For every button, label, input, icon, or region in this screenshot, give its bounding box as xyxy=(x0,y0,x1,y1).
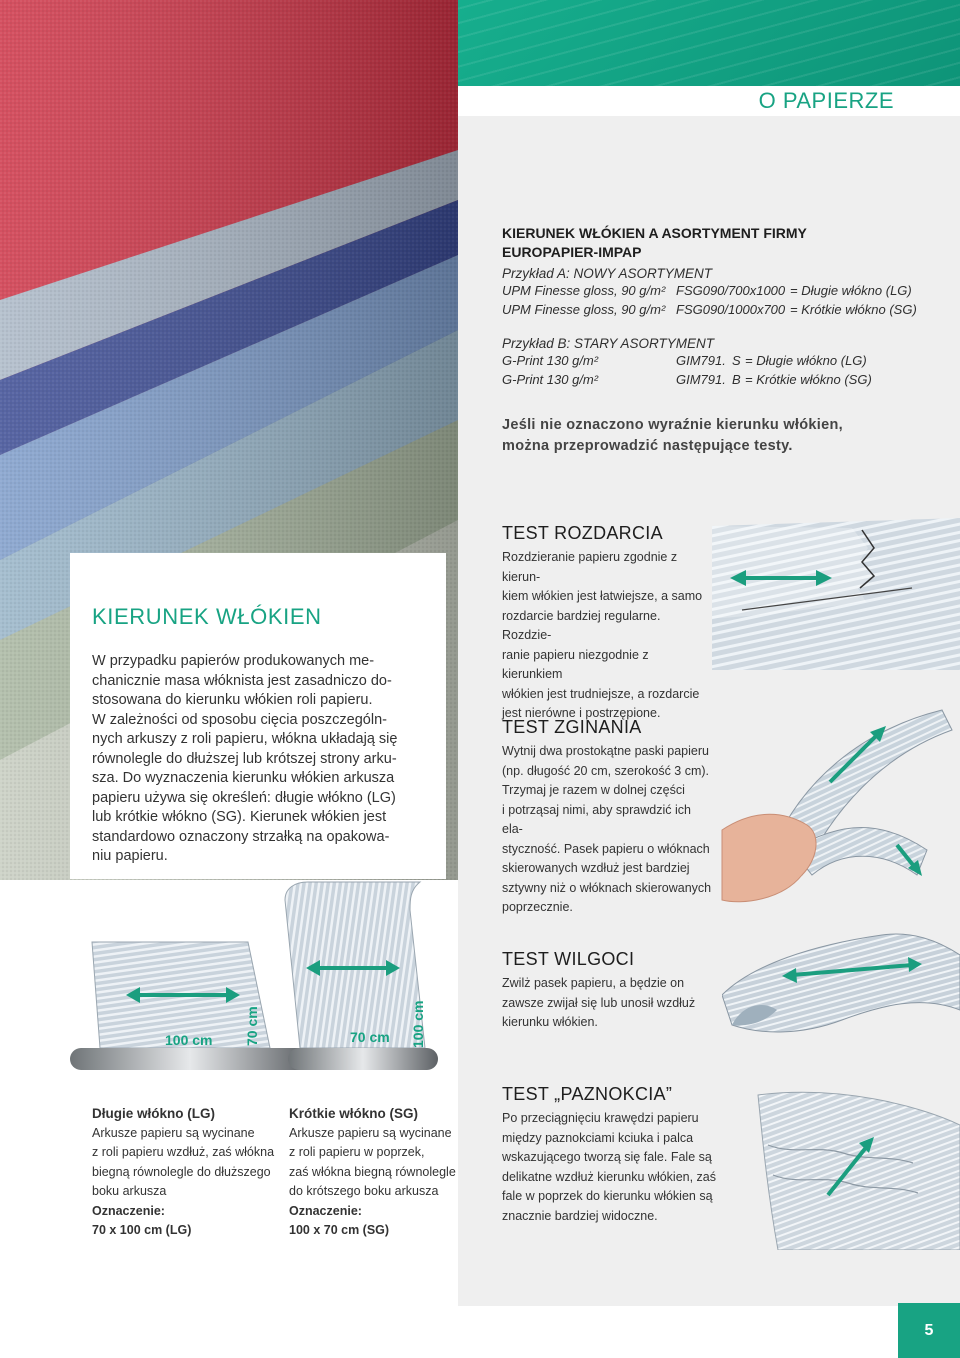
grain-card-line: równolegle do dłuższej lub krótszej strony arku- xyxy=(92,750,397,767)
assortment-heading: EUROPAPIER-IMPAP xyxy=(502,244,642,260)
moisture-test-illustration xyxy=(722,925,960,1040)
fold-test-line: skierowanych wzdłuż jest bardziej xyxy=(502,861,690,875)
moisture-test-line: Zwilż pasek papieru, a będzie on xyxy=(502,976,685,990)
fold-test-line: Wytnij dwa prostokątne paski papieru xyxy=(502,744,709,758)
assortment-heading: KIERUNEK WŁÓKIEN A ASORTYMENT FIRMY xyxy=(502,225,807,241)
fold-test-line: styczność. Pasek papieru o włóknach xyxy=(502,841,710,856)
tear-test xyxy=(502,523,712,724)
tear-test-line: ranie papieru niezgodnie z kierunkiem xyxy=(502,647,649,681)
product-code: FSG090/1000x700 xyxy=(676,302,786,317)
long-grain-line: Arkusze papieru są wycinane xyxy=(92,1125,255,1140)
nail-test-line: Po przeciągnięciu krawędzi papieru xyxy=(502,1111,699,1125)
product-code: GIM791. xyxy=(676,353,726,368)
code-suffix: B xyxy=(732,372,741,387)
nail-test-line: znacznie bardziej widoczne. xyxy=(502,1208,658,1223)
long-grain-mark-value: 70 x 100 cm (LG) xyxy=(92,1223,192,1237)
grain-card-line: stosowana do kierunku włókien roli papieru. xyxy=(92,692,373,708)
grain-meaning: = Krótkie włókno (SG) xyxy=(790,302,917,317)
long-grain-line: biegną równolegle do dłuższego xyxy=(92,1164,271,1179)
grain-card-line: W przypadku papierów produkowanych me- xyxy=(92,653,375,669)
grain-card-line: nych arkuszy z roli papieru, włókna układają się xyxy=(92,731,398,747)
grain-card-line: niu papieru. xyxy=(92,848,168,864)
grain-card-line: standardowo oznaczony strzałką na opakowa- xyxy=(92,828,390,845)
tear-test-line: jest nierówne i postrzępione. xyxy=(502,706,661,720)
long-grain-mark-label: Oznaczenie: xyxy=(92,1203,165,1218)
long-grain-line: z roli papieru wzdłuż, zaś włókna xyxy=(92,1145,275,1159)
example-b-label: Przykład B: STARY ASORTYMENT xyxy=(502,336,715,351)
short-grain-title: Krótkie włókno (SG) xyxy=(289,1106,419,1121)
left-roll xyxy=(70,1048,310,1070)
product-code: FSG090/700x1000 xyxy=(676,283,786,298)
grain-card-line: W zależności od sposobu cięcia poszczególn- xyxy=(92,711,387,728)
page-number: 5 xyxy=(898,1303,960,1358)
nail-test-line: fale w poprzek do kierunku włókien są xyxy=(502,1189,713,1203)
tear-test-illustration xyxy=(712,518,960,670)
assortment-section xyxy=(502,224,922,457)
nail-test-line: wskazującego tworzą się fale. Fale są xyxy=(502,1150,712,1164)
example-a-row xyxy=(502,302,922,321)
grain-card-line: lub krótkie włókno (SG). Kierunek włókien jest xyxy=(92,809,387,825)
product-code: GIM791. xyxy=(676,372,726,387)
short-grain-mark-value: 100 x 70 cm (SG) xyxy=(289,1223,390,1237)
hand-icon xyxy=(722,814,816,901)
short-grain-caption xyxy=(289,1104,459,1241)
long-grain-caption xyxy=(92,1104,282,1241)
grain-card-body xyxy=(92,652,424,867)
example-a-row xyxy=(502,283,922,302)
test-note xyxy=(502,415,922,457)
short-grain-mark-label: Oznaczenie: xyxy=(289,1203,362,1218)
grain-meaning: = Krótkie włókno (SG) xyxy=(745,372,872,387)
left-roll-width-label: 100 cm xyxy=(165,1032,213,1048)
product-name: UPM Finesse gloss, 90 g/m² xyxy=(502,283,666,298)
page-title: O PAPIERZE xyxy=(758,88,894,113)
grain-card-line: chanicznie masa włóknista jest zasadniczo do- xyxy=(92,672,392,689)
short-grain-line: zaś włókna biegną równolegle xyxy=(289,1164,456,1179)
fold-test xyxy=(502,717,712,918)
example-a-label: Przykład A: NOWY ASORTYMENT xyxy=(502,266,713,281)
moisture-test xyxy=(502,949,712,1033)
example-b-row xyxy=(502,353,922,372)
moisture-test-line: zawsze zwijał się lub unosił wzdłuż xyxy=(502,995,696,1010)
tear-test-line: Rozdzieranie papieru zgodnie z kierun- xyxy=(502,550,678,584)
short-grain-line: z roli papieru w poprzek, xyxy=(289,1145,425,1159)
long-grain-title: Długie włókno (LG) xyxy=(92,1106,215,1121)
test-note-line: Jeśli nie oznaczono wyraźnie kierunku włókien, xyxy=(502,417,843,433)
product-name: UPM Finesse gloss, 90 g/m² xyxy=(502,302,666,317)
product-name: G-Print 130 g/m² xyxy=(502,372,599,387)
moisture-test-title: TEST WILGOCI xyxy=(502,949,635,969)
nail-test-title: TEST „PAZNOKCIA” xyxy=(502,1084,673,1104)
short-grain-line: do krótszego boku arkusza xyxy=(289,1184,439,1198)
fold-test-line: i potrząsaj nimi, aby sprawdzić ich ela- xyxy=(502,802,691,836)
grain-meaning: = Długie włókno (LG) xyxy=(790,283,912,298)
grain-card-line: sza. Do wyznaczenia kierunku włókien arkusza xyxy=(92,770,395,786)
right-roll xyxy=(288,1048,438,1070)
left-roll-height-label: 70 cm xyxy=(244,1006,260,1046)
moisture-test-line: kierunku włókien. xyxy=(502,1015,598,1029)
grain-card-line: papieru używa się określeń: długie włókno (LG) xyxy=(92,789,396,806)
tear-test-line: włókien jest trudniejsze, a rozdarcie xyxy=(502,686,700,701)
fold-test-line: (np. długość 20 cm, szerokość 3 cm). xyxy=(502,763,710,778)
code-suffix: S xyxy=(732,353,741,368)
nail-test-line: delikatne wzdłuż kierunku włókien, zaś xyxy=(502,1169,716,1184)
nail-test-line: między paznokciami kciuka i palca xyxy=(502,1130,694,1145)
short-grain-line: Arkusze papieru są wycinane xyxy=(289,1125,452,1140)
tear-test-line: kiem włókien jest łatwiejsze, a samo xyxy=(502,589,703,603)
tear-test-title: TEST ROZDARCIA xyxy=(502,523,663,543)
long-grain-line: boku arkusza xyxy=(92,1184,167,1198)
short-grain-sheet xyxy=(285,882,425,1048)
fold-test-line: Trzymaj je razem w dolnej części xyxy=(502,783,685,797)
right-roll-width-label: 70 cm xyxy=(350,1029,390,1045)
example-b-row xyxy=(502,372,922,391)
nail-test-illustration xyxy=(718,1085,960,1250)
nail-test xyxy=(502,1084,717,1226)
fold-test-line: poprzecznie. xyxy=(502,900,573,914)
fold-test-illustration xyxy=(712,700,960,910)
product-name: G-Print 130 g/m² xyxy=(502,353,599,368)
right-roll-height-label: 100 cm xyxy=(410,1000,426,1048)
fold-test-title: TEST ZGINANIA xyxy=(502,717,642,737)
grain-card-title: KIERUNEK WŁÓKIEN xyxy=(92,604,322,629)
grain-meaning: = Długie włókno (LG) xyxy=(745,353,867,368)
fold-test-line: sztywny niż o włóknach skierowanych xyxy=(502,880,712,895)
paper-rolls-illustration xyxy=(70,880,460,1085)
test-note-line: można przeprowadzić następujące testy. xyxy=(502,438,793,454)
tear-test-line: rozdarcie bardziej regularne. Rozdzie- xyxy=(502,608,661,642)
